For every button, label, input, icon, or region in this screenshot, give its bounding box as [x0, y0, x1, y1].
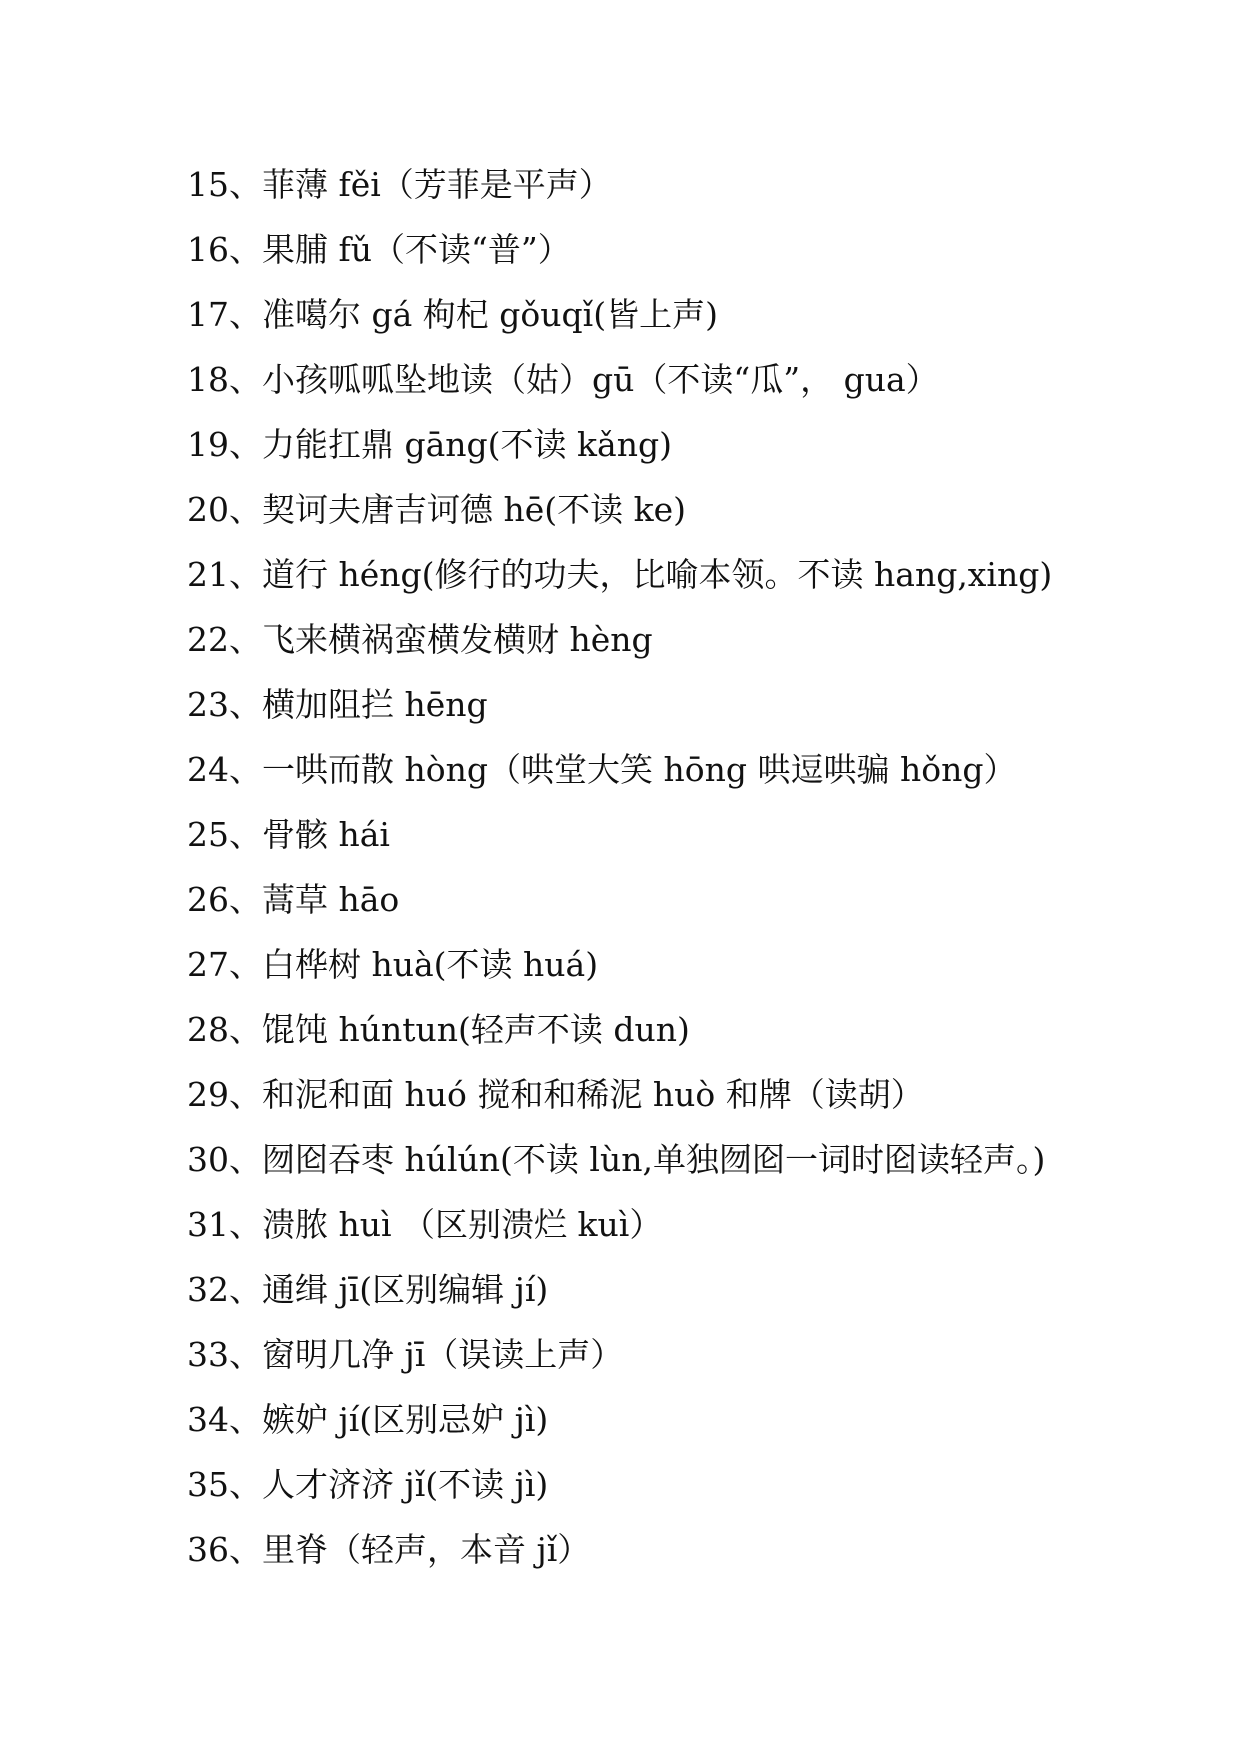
list-item — [187, 1387, 1197, 1452]
item-number: 36 — [187, 1530, 229, 1569]
item-separator: 、 — [229, 1270, 262, 1309]
list-item — [187, 477, 1197, 542]
item-text: 嫉妒 jí(区别忌妒 jì) — [262, 1400, 549, 1439]
item-separator: 、 — [229, 815, 262, 854]
item-number: 35 — [187, 1465, 229, 1504]
item-separator: 、 — [229, 1075, 262, 1114]
list-item — [187, 1192, 1197, 1257]
item-text: 骨骸 hái — [262, 815, 390, 854]
item-number: 19 — [187, 425, 229, 464]
item-number: 29 — [187, 1075, 229, 1114]
item-text: 馄饨 húntun(轻声不读 dun) — [262, 1010, 690, 1049]
list-item — [187, 1517, 1197, 1582]
item-separator: 、 — [229, 230, 262, 269]
item-number: 34 — [187, 1400, 229, 1439]
item-number: 18 — [187, 360, 229, 399]
list-item — [187, 867, 1197, 932]
item-separator: 、 — [229, 165, 262, 204]
list-item — [187, 282, 1197, 347]
item-separator: 、 — [229, 750, 262, 789]
item-text: 窗明几净 jī（误读上声） — [262, 1335, 624, 1374]
pronunciation-list — [187, 152, 1197, 1582]
item-separator: 、 — [229, 880, 262, 919]
item-text: 道行 héng(修行的功夫，比喻本领。不读 hang,xing) — [262, 555, 1053, 594]
item-text: 横加阻拦 hēng — [262, 685, 488, 724]
item-text: 飞来横祸蛮横发横财 hèng — [262, 620, 653, 659]
list-item — [187, 1452, 1197, 1517]
item-text: 一哄而散 hòng（哄堂大笑 hōng 哄逗哄骗 hǒng） — [262, 750, 1017, 789]
list-item — [187, 1062, 1197, 1127]
list-item — [187, 542, 1197, 607]
item-number: 31 — [187, 1205, 229, 1244]
list-item — [187, 1127, 1197, 1192]
item-separator: 、 — [229, 1205, 262, 1244]
item-number: 15 — [187, 165, 229, 204]
item-text: 力能扛鼎 gāng(不读 kǎng) — [262, 425, 672, 464]
item-separator: 、 — [229, 555, 262, 594]
list-item — [187, 152, 1197, 217]
item-number: 16 — [187, 230, 229, 269]
item-separator: 、 — [229, 1140, 262, 1179]
list-item — [187, 217, 1197, 282]
item-number: 32 — [187, 1270, 229, 1309]
item-text: 和泥和面 huó 搅和和稀泥 huò 和牌（读胡） — [262, 1075, 924, 1114]
item-number: 23 — [187, 685, 229, 724]
item-text: 人才济济 jǐ(不读 jì) — [262, 1465, 549, 1504]
item-separator: 、 — [229, 1400, 262, 1439]
item-separator: 、 — [229, 425, 262, 464]
list-item — [187, 347, 1197, 412]
item-separator: 、 — [229, 685, 262, 724]
list-item — [187, 672, 1197, 737]
item-number: 30 — [187, 1140, 229, 1179]
item-text: 菲薄 fěi（芳菲是平声） — [262, 165, 612, 204]
list-item — [187, 607, 1197, 672]
item-text: 小孩呱呱坠地读（姑）gū（不读“瓜”， gua） — [262, 360, 939, 399]
item-number: 33 — [187, 1335, 229, 1374]
item-text: 囫囵吞枣 húlún(不读 lùn,单独囫囵一词时囵读轻声。) — [262, 1140, 1046, 1179]
item-separator: 、 — [229, 1010, 262, 1049]
list-item — [187, 802, 1197, 867]
item-separator: 、 — [229, 490, 262, 529]
item-text: 白桦树 huà(不读 huá) — [262, 945, 599, 984]
item-number: 21 — [187, 555, 229, 594]
item-separator: 、 — [229, 945, 262, 984]
list-item — [187, 737, 1197, 802]
item-text: 通缉 jī(区别编辑 jí) — [262, 1270, 549, 1309]
item-separator: 、 — [229, 1530, 262, 1569]
item-separator: 、 — [229, 1335, 262, 1374]
list-item — [187, 997, 1197, 1062]
item-number: 28 — [187, 1010, 229, 1049]
item-text: 里脊（轻声，本音 jǐ） — [262, 1530, 591, 1569]
item-separator: 、 — [229, 360, 262, 399]
list-item — [187, 1257, 1197, 1322]
item-text: 蒿草 hāo — [262, 880, 400, 919]
list-item — [187, 1322, 1197, 1387]
item-number: 22 — [187, 620, 229, 659]
item-number: 24 — [187, 750, 229, 789]
list-item — [187, 932, 1197, 997]
item-number: 27 — [187, 945, 229, 984]
item-text: 契诃夫唐吉诃德 hē(不读 ke) — [262, 490, 687, 529]
item-separator: 、 — [229, 620, 262, 659]
item-text: 准噶尔 gá 枸杞 gǒuqǐ(皆上声) — [262, 295, 718, 334]
list-item — [187, 412, 1197, 477]
item-number: 17 — [187, 295, 229, 334]
item-separator: 、 — [229, 295, 262, 334]
item-text: 果脯 fǔ（不读“普”） — [262, 230, 571, 269]
item-number: 20 — [187, 490, 229, 529]
item-text: 溃脓 huì （区别溃烂 kuì） — [262, 1205, 663, 1244]
item-number: 25 — [187, 815, 229, 854]
item-separator: 、 — [229, 1465, 262, 1504]
item-number: 26 — [187, 880, 229, 919]
